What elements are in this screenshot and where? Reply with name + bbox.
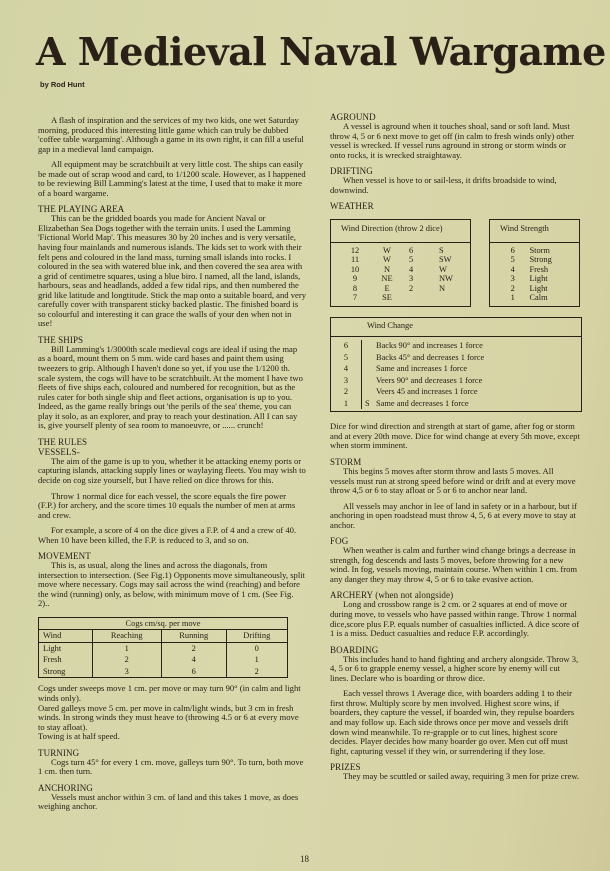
movement-note: Cogs under sweeps move 1 cm. per move or may turn 90° (in calm and light winds only). [38,683,301,704]
table-cell: 11 [350,255,360,265]
table-cell: Backs 90° and increases 1 force [376,341,483,351]
table-row [500,255,579,265]
table-cell: 3 [92,666,161,678]
table-cell [435,293,469,303]
movement-text: This is, as usual, along the lines and across the diagonals, from intersection to intersection. (See Fig.1) Opponents move simultaneously, split move where necessary. Cogs may sail across the wind (reaching) and before the wind (running) only, as below, with minimum move of 1 cm. (See Fig. 2).. [38,560,306,609]
table-header: Reaching [92,630,161,643]
table-cell: Strong [529,255,552,265]
table-cell: 1 [226,654,287,666]
table-cell: 3 [331,375,362,387]
table-cell: Fresh [529,264,549,274]
table-cell [405,293,435,303]
table-cell: 2 [409,283,414,293]
table-row [500,293,579,303]
intro-paragraph: All equipment may be scratchbuilt at very little cost. The ships can easily be made out of scrap wood and card, to 1/1200 scale. However, as I happened to be reviewing Bill Lamming's latest at the time, I used that to make it more of a board wargame. [38,159,306,198]
intro-paragraph: A flash of inspiration and the services of my two kids, one wet Saturday morning, produced this interesting little game which can truly be dubbed 'coffee table wargaming'. Although a game in its own right, it can fill a useful gap in a medieval land campaign. [38,115,304,154]
left-column [38,116,306,818]
table-row [341,246,469,256]
table-cell: 3 [510,274,515,284]
table-cell: 1 [331,398,362,410]
table-header: Wind [39,630,93,643]
table-cell: 3 [409,274,414,284]
storm-text: This begins 5 moves after storm throw and lasts 5 moves. All vessels must run at strong speed before wind or drift and at every move throw 4,5 or 6 to stay afloat or 5 or 6 to anchor near land. [330,466,576,496]
table-cell: 0 [226,642,287,654]
table-cell [362,375,376,387]
table-cell: W [383,245,391,255]
table-cell: N [439,283,446,293]
section-heading-turning: TURNING [38,747,80,758]
table-cell: S [439,245,444,255]
anchoring-text: Vessels must anchor within 3 cm. of land and this takes 1 move, as does weighing anchor. [38,791,299,812]
table-row [39,642,288,654]
table-cell: 12 [350,245,360,255]
table-cell: 4 [331,363,362,375]
section-heading-drifting: DRIFTING [330,166,373,177]
table-row [341,274,469,284]
table-cell: 2 [331,386,362,398]
table-cell: Strong [43,666,66,676]
table-cell [362,386,376,398]
table-cell: 4 [161,654,226,666]
section-heading-weather: WEATHER [330,201,374,212]
table-cell: 1 [510,293,515,303]
table-cell: Backs 45° and decreases 1 force [376,352,485,362]
table-cell: 5 [331,352,362,364]
table-row [500,284,579,294]
section-heading-rules: THE RULES [38,436,88,447]
table-row [39,666,288,678]
section-heading-storm: STORM [330,457,362,468]
subheading-vessels: VESSELS- [38,446,80,457]
wind-change-table [330,317,582,413]
storm-text: All vessels may anchor in lee of land in safety or in a harbour, but if anchoring in open roadstead must throw 4, 5, 6 at every move to stay at anchor. [330,500,578,530]
movement-table [38,617,288,679]
fog-text: When weather is calm and further wind change brings a decrease in strength, fog descends and lasts 5 moves, before throwing for a new wind. In fog, vessels moving, maintain course. When within 1 cm. from any danger they may throw 4, 5 or 6 to take evasive action. [330,545,578,584]
table-cell: Light [43,643,62,653]
table-row [331,340,581,352]
table-cell: 6 [409,245,414,255]
table-row [500,274,579,284]
section-heading-aground: AGROUND [330,112,376,122]
table-cell: 2 [510,283,515,293]
table-cell: E [384,283,390,293]
section-heading-archery: ARCHERY (when not alongside) [330,590,454,601]
rules-paragraph: The aim of the game is up to you, whether it be attacking enemy ports or capturing islands, attacking supply lines or waylaying fleets. You may wish to decide on cog size yourself, but I have relied on dice throws for this. [38,455,306,485]
table-row [341,284,469,294]
aground-text: A vessel is aground when it touches shoal, sand or soft land. Must throw 4, 5 or 6 next move to get off (in calm to fresh winds only) other vessel is wrecked. If vessel runs aground in strong or storm winds or onto rocks, it is wrecked straightaway. [330,121,574,160]
wind-direction-caption: Wind Direction (throw 2 dice) [331,220,470,243]
drifting-text: When vessel is hove to or sail-less, it drifts broadside to wind, downwind. [330,175,557,195]
table-cell: N [383,264,391,274]
table-cell: 9 [352,274,358,284]
table-cell [362,352,376,364]
table-cell: 6 [510,245,515,255]
table-header: Drifting [226,630,287,643]
table-cell [362,363,376,375]
page-number: 18 [300,854,309,864]
table-cell: 8 [352,283,358,293]
table-cell: Fresh [43,655,62,665]
table-cell: S [365,398,370,408]
table-row [500,265,579,275]
right-column [330,112,580,788]
table-cell: NW [439,274,453,284]
wind-strength-caption: Wind Strength [490,220,579,243]
table-cell: 4 [409,264,414,274]
table-cell: 2 [226,666,287,678]
table-row [341,255,469,265]
playing-area-text: This can be the gridded boards you made for Ancient Naval or Elizabethan Sea Dogs together with the terrain units. I used the Lamming 'Fictional World Map'. This measures 30 by 20 inches and is very versatile, having four mainlands and numerous islands. The kids set to work with their felt pens and coloured in the land mass, turning small islands into rocks. I coloured in the sea with watered blue ink, and then covered the sea area with a grid of centimetre squares, using a blue biro. I named, all the land, islands, harbours, seas and headlands, added a few tidal rips, and then numbered the grid like latitude and longtitude. Stick the map onto a suitable board, and very carefully cover with transparent sticky backed plastic. The finished board is so colourful and interesting it can grace the walls of your den when not in use! [38,213,307,329]
table-cell: Veers 90° and decreases 1 force [376,375,483,385]
section-heading-ships: THE SHIPS [38,334,84,345]
wind-strength-table [489,219,580,307]
article-title: A Medieval Naval Wargame [36,29,606,74]
table-cell: Veers 45 and increases 1 force [376,387,478,397]
table-cell: 7 [352,293,358,303]
table-cell: SW [439,255,452,265]
movement-note: Oared galleys move 5 cm. per move in calm/light winds, but 3 cm in fresh winds. In strong winds they must heave to (throwing 4.5 or 6 at every move to stay afloat). [38,702,299,732]
boarding-text: Each vessel throws 1 Average dice, with boarders adding 1 to their first throw. Multiply score by men involved. Highest score wins, if boarders, they capture the vessel, if boarded win, they repulse boarders and may follow up. Each side throws once per move and vessels drift down wind meanwhile. To re-grapple or to cut lines, highest score decides. Player decides how many boarder go over. Men cut off must fight, capturing vessel if they win, or surrendering if they lose. [330,688,575,756]
table-row [39,654,288,666]
movement-note: Towing is at half speed. [38,731,120,742]
turning-text: Cogs turn 45° for every 1 cm. move, galleys turn 90°. To turn, both move 1 cm. then turn. [38,756,304,777]
table-cell: NE [381,274,393,284]
movement-table-caption: Cogs cm/sq. per move [39,617,288,630]
table-row [331,386,581,398]
table-row [331,375,581,387]
table-row [341,293,469,303]
boarding-text: This includes hand to hand fighting and archery alongside. Throw 3, 4, 5 or 6 to grapple enemy vessel, a higher score by enemy will cut lines. Declare who is boarding or throw dice. [330,653,579,683]
table-row [331,363,581,375]
table-cell: SE [382,293,392,303]
section-heading-anchoring: ANCHORING [38,782,93,793]
table-row [331,398,581,410]
table-cell: Calm [529,293,548,303]
table-row [331,352,581,364]
table-cell: 5 [510,255,515,265]
table-cell: 2 [161,642,226,654]
table-cell [362,340,376,352]
wind-change-caption: Wind Change [331,318,581,338]
table-cell: W [439,264,447,274]
section-heading-boarding: BOARDING [330,644,379,655]
table-cell: 10 [350,264,360,274]
wind-direction-table [330,219,471,307]
table-header: Running [161,630,226,643]
table-row [500,246,579,256]
ships-text: Bill Lamming's 1/3000th scale medieval cogs are ideal if using the map as a board, mount them on 5 mm. wide card bases and paint them using tweezers to grip. Although I haven't done so yet, if you use the 1/1200 th. scale system, the cogs will have to be scratchbuilt. At the moment I have two fleets of five ships each, coloured and numbered for recognition, but as the rules cater for both single ship and fleet actions, organisation is up to you. Indeed, as the game really brings out 'the perils of the sea' theme, you can play it solo, as an explorer, and pray to reach your destination. All I can say is, give yourself plenty of sea room to manoeuvre, or ...... crunch! [38,343,303,431]
table-cell: 4 [510,264,515,274]
section-heading-fog: FOG [330,536,349,547]
archery-text: Long and crossbow range is 2 cm. or 2 squares at end of move or during move, to vessels who have passed within range. Throw 1 normal dice,score plus F.P. equals number of casualties inflicted. A dice score of 1 is a miss. Deduct casualties and reduce F.P. accordingly. [330,599,580,639]
table-cell: 1 [92,642,161,654]
section-heading-movement: MOVEMENT [38,551,91,562]
table-cell: Light [529,274,548,284]
author-byline: by Rod Hunt [40,80,85,89]
rules-paragraph: Throw 1 normal dice for each vessel, the score equals the fire power (F.P.) for archery, and the score times 10 equals the number of men at arms and crew. [38,490,296,520]
table-cell: Same and increases 1 force [376,364,468,374]
table-cell: Light [529,283,548,293]
prizes-text: They may be scuttled or sailed away, requiring 3 men for prize crew. [343,771,580,782]
table-cell: 5 [409,255,414,265]
table-cell: Same and decreases 1 force [376,398,469,408]
weather-text: Dice for wind direction and strength at start of game, after fog or storm and at every 20th move. Dice for wind change at every 5th move, except when storm imminent. [330,421,580,451]
table-cell: 6 [161,666,226,678]
table-cell: W [383,255,391,265]
section-heading-playing-area: THE PLAYING AREA [38,204,125,215]
table-cell: 2 [92,654,161,666]
table-row [341,265,469,275]
table-cell: 6 [331,340,362,352]
table-cell: Storm [529,245,550,255]
section-heading-prizes: PRIZES [330,762,361,773]
rules-paragraph: For example, a score of 4 on the dice gives a F.P. of 4 and a crew of 40. When 10 have been killed, the F.P. is reduced to 3, and so on. [38,525,297,545]
